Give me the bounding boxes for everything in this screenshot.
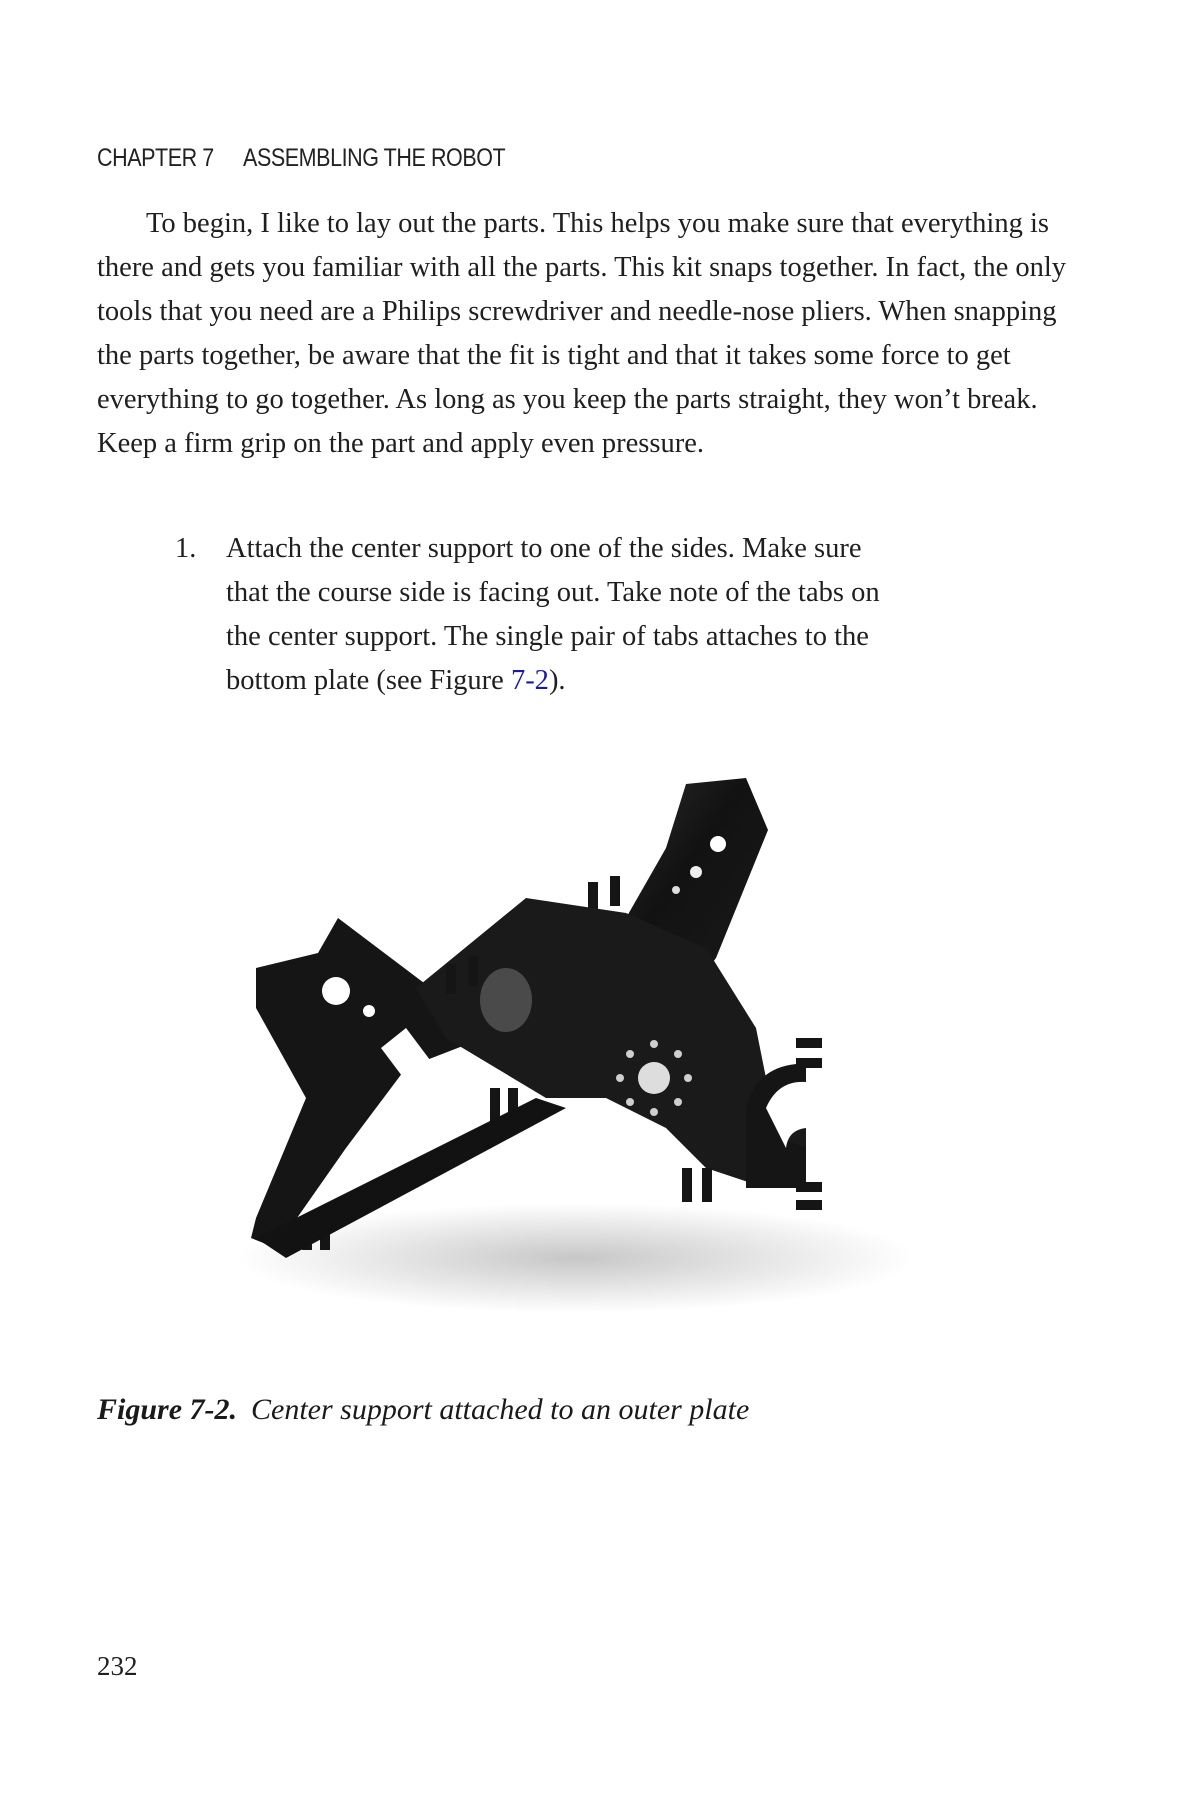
- intro-paragraph: To begin, I like to lay out the parts. This helps you make sure that everything is there and gets you familiar with all the parts. This kit snaps together. In fact, the only tools that you need are a Philips screwdriver and needle-nose pliers. When snapping the parts together, be aware that the fit is tight and that it takes some force to get everything to go together. As long as you keep the parts straight, they won’t break. Keep a firm grip on the part and apply even pressure.: [97, 208, 1067, 459]
- step-text-main: Attach the center support to one of the sides. Make sure that the course side is facing out. Take note of the tabs on the center support. The single pair of tabs attaches to the bottom plate (see Figure: [226, 533, 880, 696]
- plate-hole: [363, 1005, 375, 1017]
- tab: [610, 876, 620, 906]
- tab: [796, 1200, 822, 1210]
- tab: [588, 882, 598, 912]
- step-number: 1.: [175, 533, 197, 564]
- tab: [702, 1168, 712, 1202]
- chapter-label: CHAPTER 7: [97, 144, 214, 172]
- tab: [468, 956, 478, 986]
- figure-caption: [97, 1393, 749, 1427]
- servo-center-hole: [638, 1062, 670, 1094]
- figure-label: Figure 7-2.: [97, 1393, 238, 1426]
- figure-photo: [106, 768, 1046, 1333]
- plate-hole: [710, 836, 726, 852]
- plate-hole: [672, 886, 680, 894]
- figure-reference-link[interactable]: 7-2: [510, 665, 549, 696]
- oval-cutout: [480, 968, 532, 1032]
- tab: [446, 964, 456, 994]
- plate-hole: [690, 866, 702, 878]
- chapter-title: ASSEMBLING THE ROBOT: [243, 144, 506, 172]
- tab: [682, 1168, 692, 1202]
- tab: [796, 1182, 822, 1192]
- plate-hole: [322, 977, 350, 1005]
- tab: [796, 1058, 822, 1068]
- figure-caption-text: Center support attached to an outer plate: [251, 1393, 750, 1426]
- robot-center-support-photo: [106, 768, 1046, 1333]
- tab: [796, 1038, 822, 1048]
- body-text: [97, 202, 1067, 466]
- step-text: [226, 527, 906, 703]
- running-head: [97, 144, 505, 173]
- step-text-end: ).: [548, 665, 566, 696]
- page-number: 232: [97, 1651, 138, 1681]
